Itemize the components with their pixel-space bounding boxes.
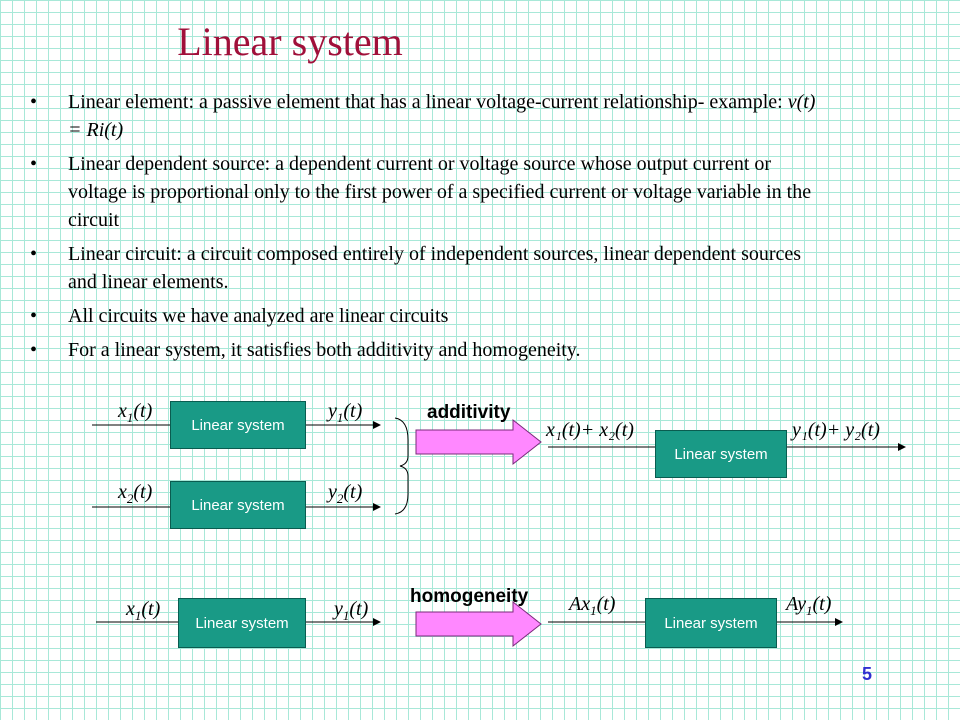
homogeneity-label: homogeneity [410, 586, 529, 607]
output-y2-label: $y_2(t)$ [328, 481, 363, 506]
input-x1-homog-label: $x_1(t)$ [126, 598, 161, 623]
page-number: 5 [862, 664, 873, 684]
curly-brace [395, 418, 408, 514]
linear-system-box-scaled: Linear system [645, 598, 777, 648]
additivity-arrow [416, 420, 541, 464]
bullet-text: Linear element: a passive element that has a linear voltage-current relationship- example: [68, 91, 788, 113]
bullet-linear-circuit: • Linear circuit: a circuit composed entirely of independent sources, linear dependent sources and linear elements. [30, 240, 830, 296]
input-x2-label: $x_2(t)$ [118, 481, 153, 506]
input-scaled-label: $Ax_1(t)$ [569, 593, 616, 618]
input-sum-label: x₁(t)+ x₂(t) [546, 419, 634, 441]
slide-title: Linear system [177, 19, 403, 64]
linear-system-box-combined: Linear system [655, 430, 787, 478]
output-y1-label: $y_1(t)$ [328, 400, 363, 425]
input-x1-label: $x_1(t)$ [118, 400, 153, 425]
additivity-label: additivity [427, 402, 511, 423]
bullet-additivity-homogeneity: • For a linear system, it satisfies both additivity and homogeneity. [30, 336, 830, 364]
homogeneity-arrow [416, 602, 541, 646]
linear-system-box-homog: Linear system [178, 598, 306, 648]
ohms-law-formula: v(t) = Ri(t) [68, 91, 816, 141]
output-sum-label: y₁(t)+ y₂(t) [792, 419, 880, 441]
output-y1-homog-label: $y_1(t)$ [334, 598, 369, 623]
linear-system-box-1: Linear system [170, 401, 306, 449]
bullet-analyzed-circuits: • All circuits we have analyzed are linear circuits [30, 302, 830, 330]
output-scaled-label: $Ay_1(t)$ [786, 593, 832, 618]
bullet-dependent-source: • Linear dependent source: a dependent current or voltage source whose output current or voltage is proportional only to the first power of a specified current or voltage variable in the circuit [30, 150, 830, 234]
linear-system-box-2: Linear system [170, 481, 306, 529]
